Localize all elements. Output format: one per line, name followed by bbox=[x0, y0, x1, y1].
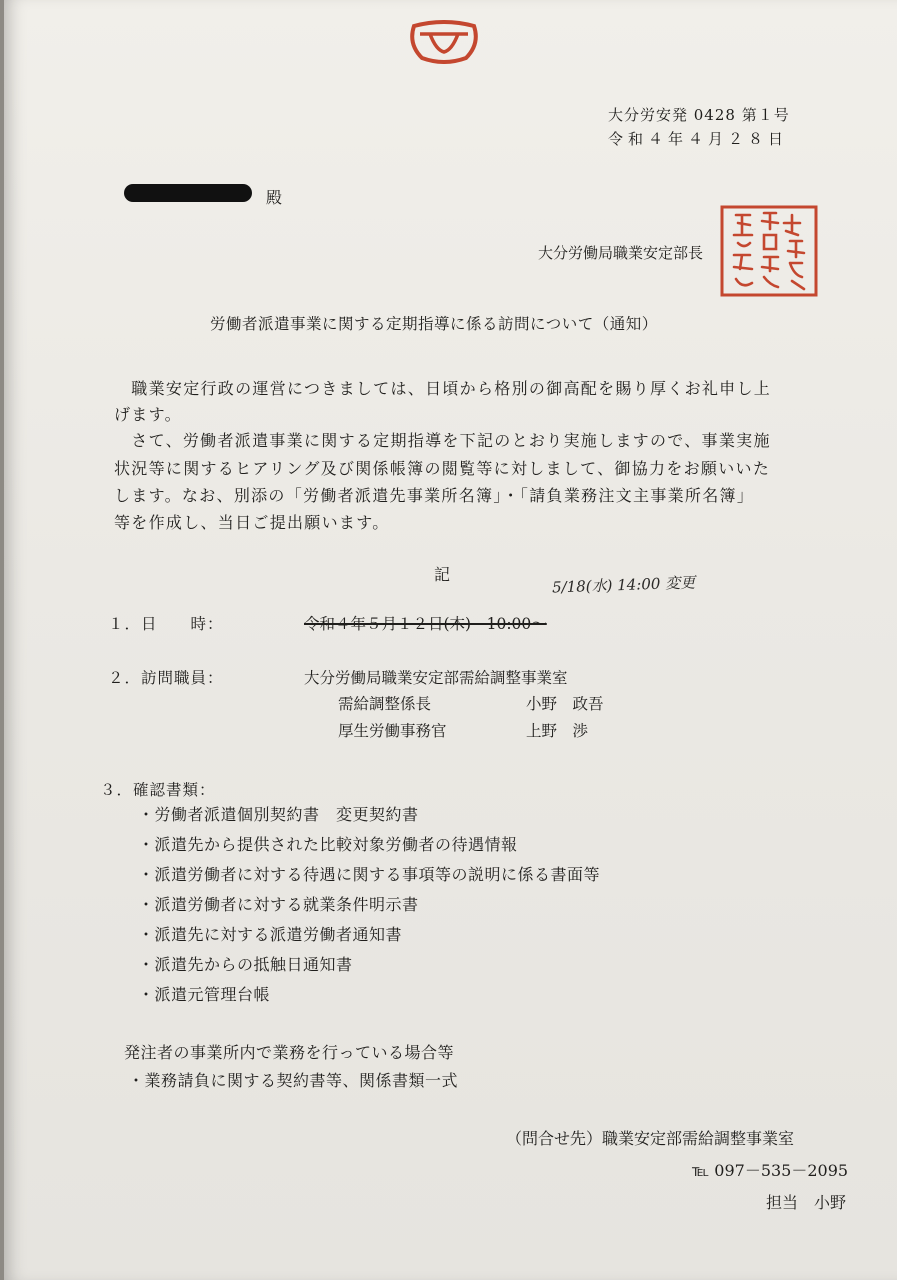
documents-label: ３．確認書類： bbox=[100, 781, 216, 799]
recipient-honorific: 殿 bbox=[266, 188, 283, 207]
document-list-item: ・派遣元管理台帳 bbox=[138, 985, 271, 1004]
document-sub-list-item: ・業務請負に関する契約書等、関係書類一式 bbox=[128, 1071, 459, 1090]
body-line: 職業安定行政の運営につきましては、日頃から格別の御高配を賜り厚くお礼申し上 bbox=[114, 379, 772, 398]
ki-heading: 記 bbox=[434, 565, 451, 584]
contact-person: 担当 小野 bbox=[766, 1193, 847, 1212]
staff-name: 小野 政吾 bbox=[526, 695, 604, 713]
staff-name: 上野 渉 bbox=[526, 722, 589, 740]
body-line: 状況等に関するヒアリング及び関係帳簿の閲覧等に対しまして、御協力をお願いいた bbox=[114, 459, 771, 478]
receipt-stamp-icon bbox=[406, 20, 482, 64]
contact-office: （問合せ先）職業安定部需給調整事業室 bbox=[506, 1129, 795, 1148]
sender-name: 大分労働局職業安定部長 bbox=[538, 244, 704, 262]
document-page bbox=[4, 0, 897, 1280]
document-list-item: ・派遣労働者に対する待遇に関する事項等の説明に係る書面等 bbox=[138, 865, 601, 884]
document-list-item: ・派遣労働者に対する就業条件明示書 bbox=[138, 895, 419, 914]
handwritten-date-change-note: 5/18(水) 14:00 変更 bbox=[551, 573, 696, 597]
body-line: げます。 bbox=[114, 405, 182, 424]
document-list-item: ・派遣先から提供された比較対象労働者の待遇情報 bbox=[138, 835, 518, 854]
document-list-item: ・派遣先からの抵触日通知書 bbox=[138, 955, 353, 974]
document-number: 大分労安発 0428 第１号 bbox=[608, 106, 790, 124]
body-line: します。なお、別添の「労働者派遣先事業所名簿」・「請負業務注文主事業所名簿」 bbox=[114, 486, 755, 505]
staff-role: 需給調整係長 bbox=[338, 695, 432, 713]
document-title: 労働者派遣事業に関する定期指導に係る訪問について（通知） bbox=[210, 315, 658, 333]
document-list-item: ・派遣先に対する派遣労働者通知書 bbox=[138, 925, 403, 944]
body-line: 等を作成し、当日ご提出願います。 bbox=[114, 513, 390, 532]
documents-sub-heading: 発注者の事業所内で業務を行っている場合等 bbox=[124, 1043, 455, 1062]
datetime-value: 令和４年５月１２日(木) 10:00～ bbox=[304, 615, 547, 633]
staff-office: 大分労働局職業安定部需給調整事業室 bbox=[304, 669, 568, 687]
document-list-item: ・労働者派遣個別契約書 変更契約書 bbox=[138, 805, 419, 824]
datetime-label: １．日 時： bbox=[108, 615, 224, 633]
redacted-recipient-name bbox=[124, 184, 252, 202]
official-seal-icon bbox=[720, 205, 818, 297]
staff-label: ２．訪問職員： bbox=[108, 669, 224, 687]
staff-role: 厚生労働事務官 bbox=[338, 722, 447, 740]
document-date: 令和４年４月２８日 bbox=[608, 130, 789, 148]
contact-phone: ℡ 097－535－2095 bbox=[692, 1161, 849, 1180]
body-line: さて、労働者派遣事業に関する定期指導を下記のとおり実施しますので、事業実施 bbox=[114, 431, 771, 450]
